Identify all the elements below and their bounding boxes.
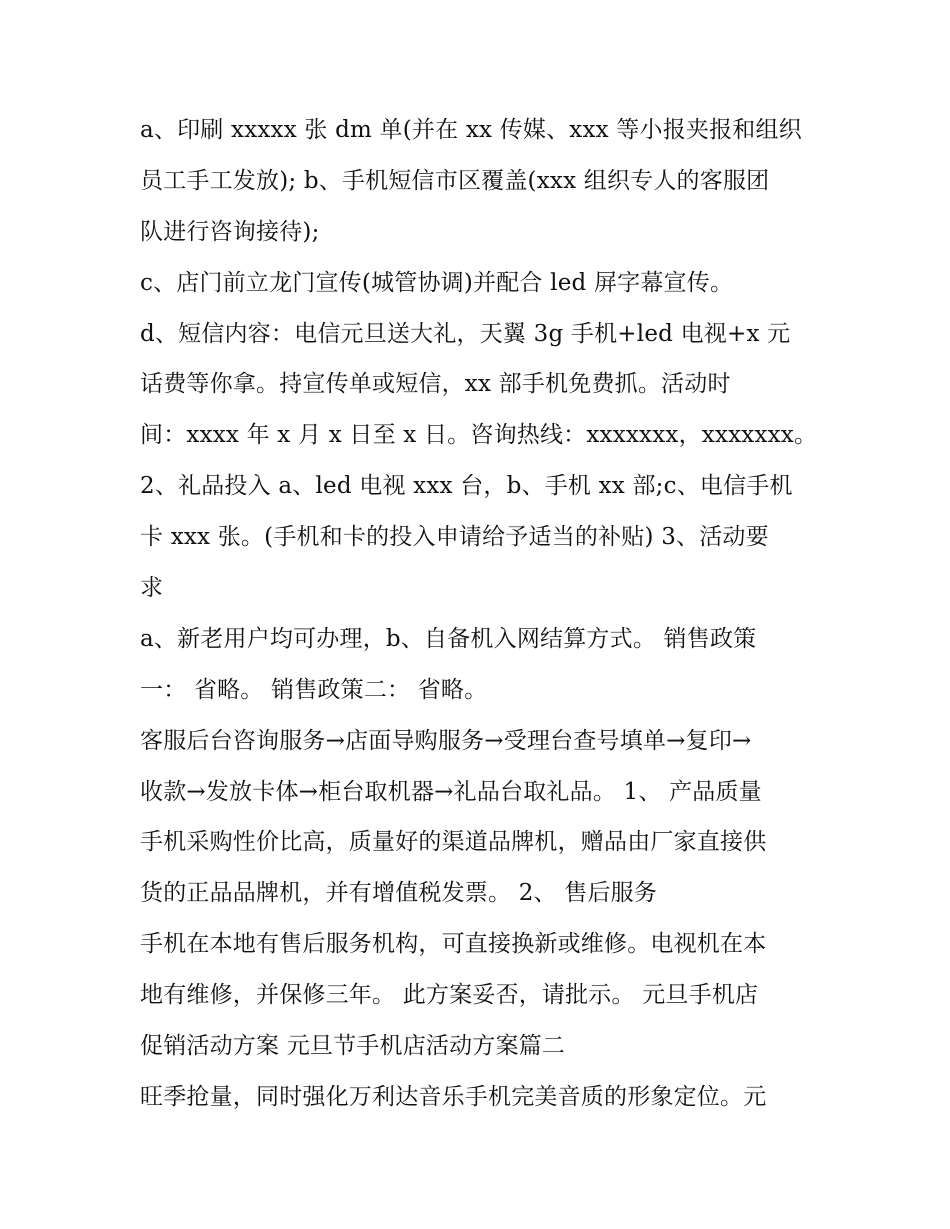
text-line: 队进行咨询接待); bbox=[140, 218, 320, 245]
text-line: 卡 xxx 张。(手机和卡的投入申请给予适当的补贴) 3、活动要 bbox=[140, 524, 769, 551]
text-line: a、新老用户均可办理，b、自备机入网结算方式。 销售政策 bbox=[140, 625, 757, 652]
text-line: 旺季抢量，同时强化万利达音乐手机完美音质的形象定位。元 bbox=[140, 1083, 767, 1110]
text-line: c、店门前立龙门宣传(城管协调)并配合 led 屏字幕宣传。 bbox=[140, 269, 734, 296]
text-line: 员工手工发放); b、手机短信市区覆盖(xxx 组织专人的客服团 bbox=[140, 167, 770, 194]
text-line: 一： 省略。 销售政策二： 省略。 bbox=[140, 676, 488, 703]
text-line: 话费等你拿。持宣传单或短信，xx 部手机免费抓。活动时 bbox=[140, 371, 731, 398]
text-line: 收款→发放卡体→柜台取机器→礼品台取礼品。 1、 产品质量 bbox=[140, 778, 762, 805]
text-line: 货的正品品牌机，并有增值税发票。 2、 售后服务 bbox=[140, 880, 658, 907]
text-line: 促销活动方案 元旦节手机店活动方案篇二 bbox=[140, 1033, 566, 1060]
text-line: d、短信内容：电信元旦送大礼，天翼 3g 手机+led 电视+x 元 bbox=[140, 320, 791, 347]
text-line: 求 bbox=[140, 575, 164, 602]
text-line: 间：xxxx 年 x 月 x 日至 x 日。咨询热线：xxxxxxx，xxxxxxx。 bbox=[140, 422, 818, 449]
text-line: 2、礼品投入 a、led 电视 xxx 台，b、手机 xx 部;c、电信手机 bbox=[140, 473, 793, 500]
body-text bbox=[140, 105, 830, 1123]
text-line: 客服后台咨询服务→店面导购服务→受理台查号填单→复印→ bbox=[140, 727, 752, 754]
text-line: 手机在本地有售后服务机构，可直接换新或维修。电视机在本 bbox=[140, 931, 767, 958]
text-line: 手机采购性价比高，质量好的渠道品牌机，赠品由厂家直接供 bbox=[140, 829, 767, 856]
text-line: 地有维修，并保修三年。 此方案妥否，请批示。 元旦手机店 bbox=[140, 982, 759, 1009]
text-line: a、印刷 xxxxx 张 dm 单(并在 xx 传媒、xxx 等小报夹报和组织 bbox=[140, 117, 802, 143]
